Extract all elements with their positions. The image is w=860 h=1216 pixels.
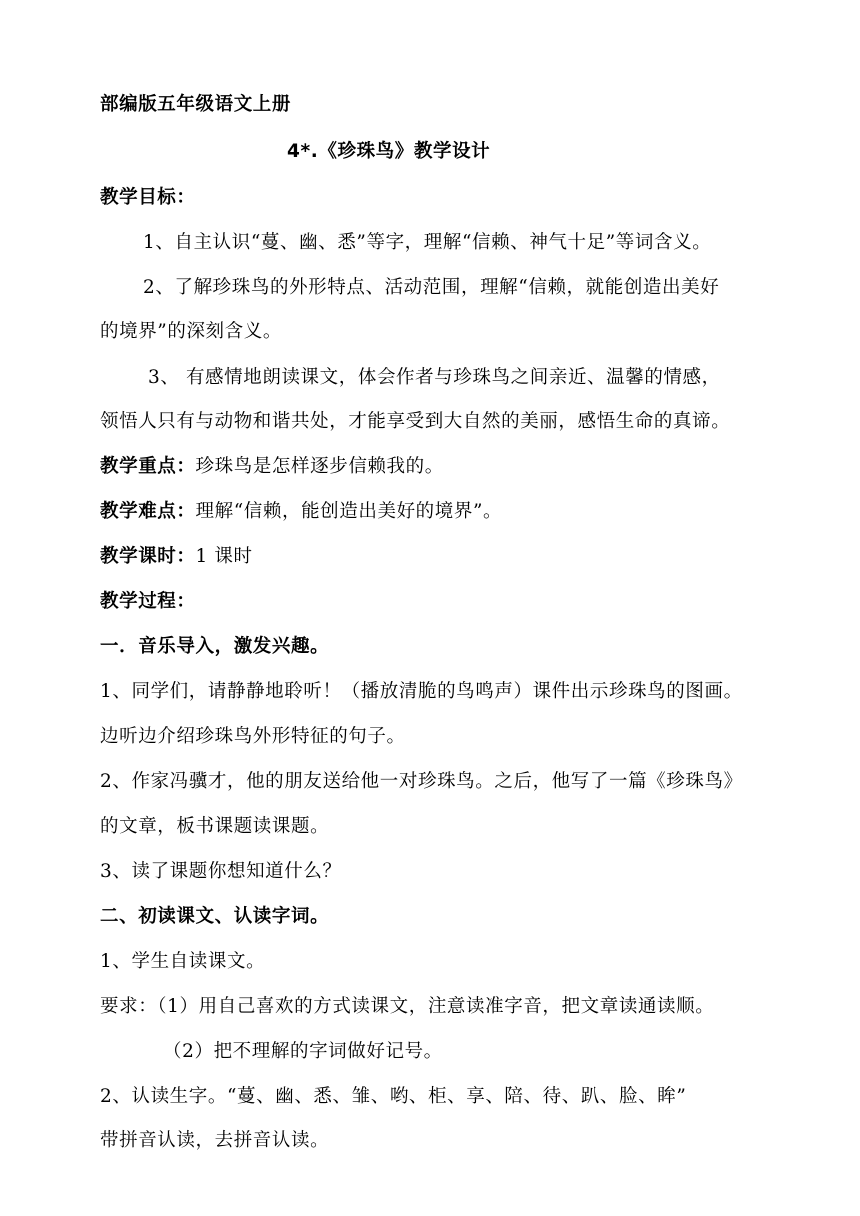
key-point bbox=[100, 455, 444, 479]
objective-2-line-2: 的境界”的深刻含义。 bbox=[100, 321, 282, 342]
difficulty-label: 教学难点： bbox=[100, 501, 196, 522]
section-2-requirement-2: （2）把不理解的字词做好记号。 bbox=[163, 1041, 443, 1062]
difficulty bbox=[100, 500, 502, 524]
objective-3-line-2: 领悟人只有与动物和谐共处，才能享受到大自然的美丽，感悟生命的真谛。 bbox=[100, 411, 731, 432]
key-point-text: 珍珠鸟是怎样逐步信赖我的。 bbox=[195, 456, 444, 477]
process-label: 教学过程： bbox=[100, 591, 196, 612]
section-2-item-1: 1、学生自读课文。 bbox=[100, 951, 266, 972]
objectives-label: 教学目标： bbox=[100, 187, 196, 208]
section-1-item-3: 3、读了课题你想知道什么？ bbox=[100, 861, 342, 882]
objective-3-line-1: 3、 有感情地朗读课文，体会作者与珍珠鸟之间亲近、温馨的情感， bbox=[148, 367, 721, 388]
document-header: 部编版五年级语文上册 bbox=[100, 94, 292, 115]
key-point-label: 教学重点： bbox=[100, 456, 196, 477]
difficulty-text: 理解“信赖，能创造出美好的境界”。 bbox=[195, 501, 503, 522]
document-title: 4*.《珍珠鸟》教学设计 bbox=[287, 141, 491, 162]
objective-1: 1、自主认识“蔓、幽、悉”等字，理解“信赖、神气十足”等词含义。 bbox=[143, 232, 712, 253]
objective-2-line-1: 2、了解珍珠鸟的外形特点、活动范围，理解“信赖，就能创造出美好 bbox=[143, 277, 720, 298]
section-1-item-1-line-1: 1、同学们，请静静地聆听！（播放清脆的鸟鸣声）课件出示珍珠鸟的图画。 bbox=[100, 681, 743, 702]
section-2-requirement-1: 要求：（1）用自己喜欢的方式读课文，注意读准字音，把文章读通读顺。 bbox=[100, 996, 715, 1017]
section-2-heading: 二、初读课文、认读字词。 bbox=[100, 906, 330, 927]
class-hours-text: 1 课时 bbox=[195, 546, 253, 567]
section-1-item-2-line-2: 的文章，板书课题读课题。 bbox=[100, 816, 330, 837]
section-1-heading: 一．音乐导入，激发兴趣。 bbox=[100, 636, 330, 657]
section-2-item-2-line-2: 带拼音认读，去拼音认读。 bbox=[100, 1130, 330, 1151]
class-hours-label: 教学课时： bbox=[100, 546, 196, 567]
section-2-item-2-line-1: 2、认读生字。“蔓、幽、悉、雏、哟、柜、享、陪、待、趴、脸、眸” bbox=[100, 1086, 687, 1107]
section-1-item-1-line-2: 边听边介绍珍珠鸟外形特征的句子。 bbox=[100, 726, 406, 747]
class-hours bbox=[100, 545, 253, 569]
section-1-item-2-line-1: 2、作家冯骥才，他的朋友送给他一对珍珠鸟。之后，他写了一篇《珍珠鸟》 bbox=[100, 771, 743, 792]
